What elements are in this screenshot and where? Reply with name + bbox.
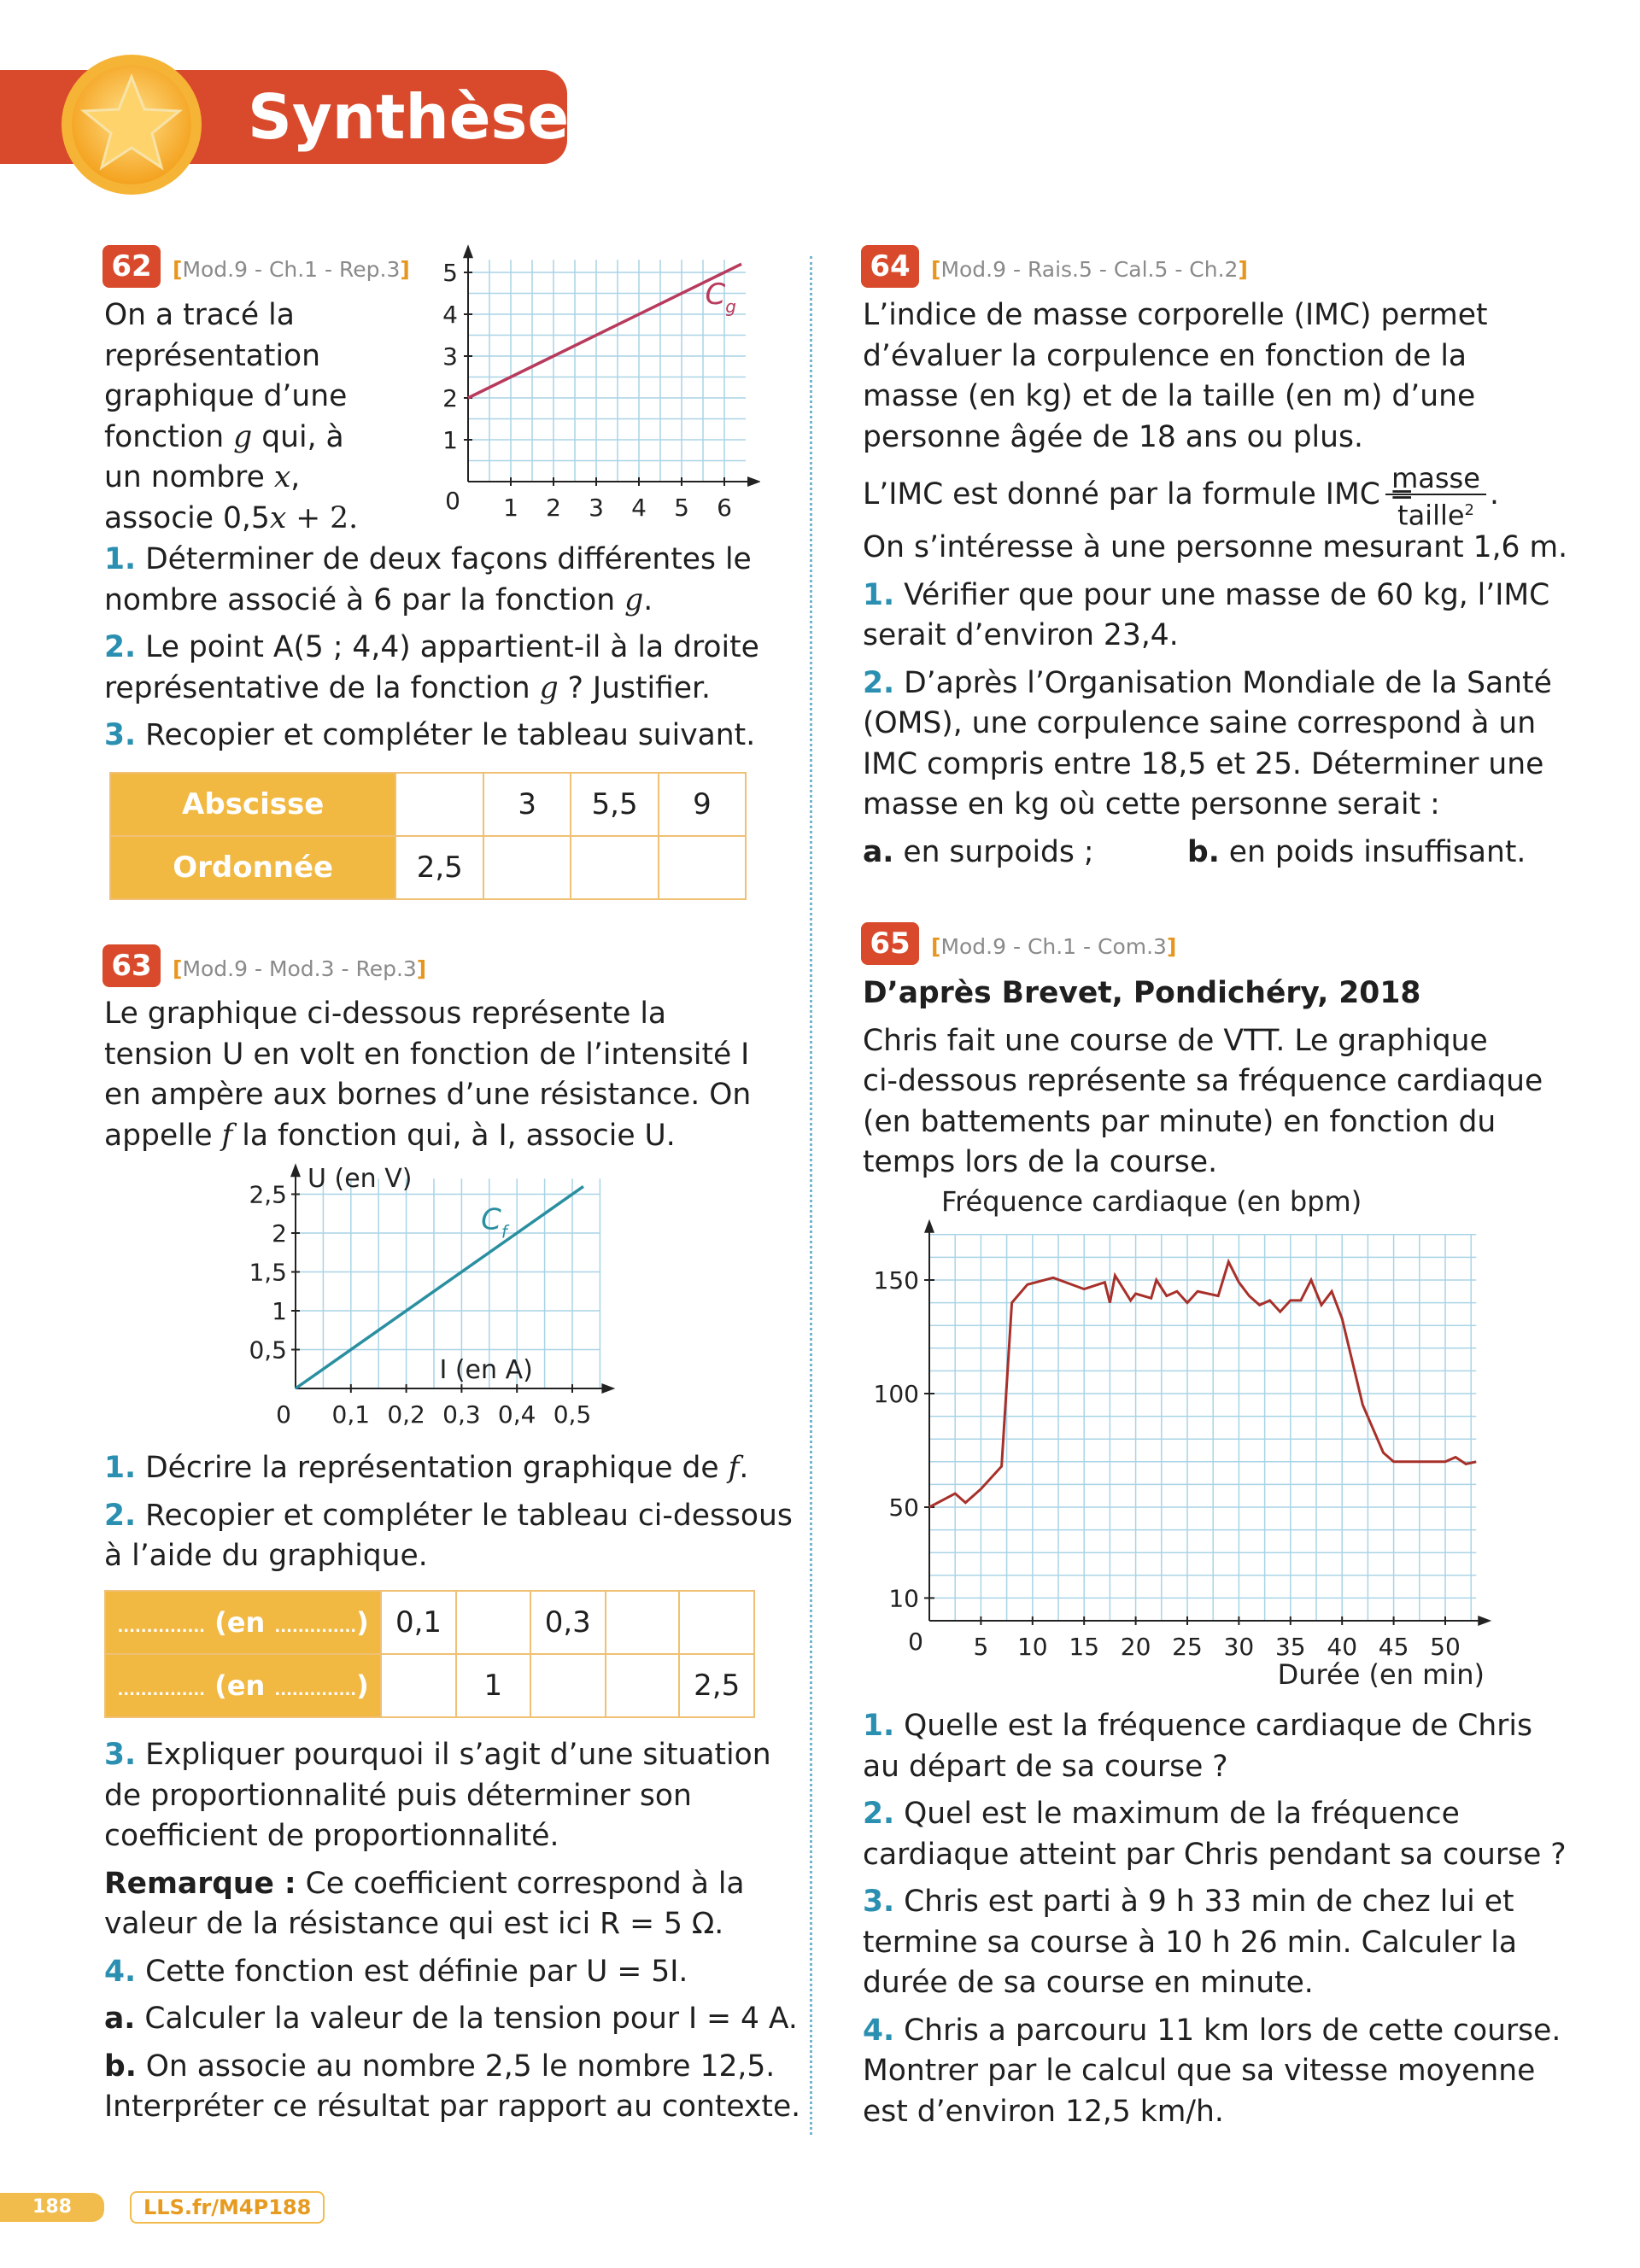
x-tick-label: 50 [1430,1633,1461,1661]
table-cell [381,1654,456,1717]
x-tick-label: 0,5 [553,1400,592,1429]
question-4: 4. Chris a parcouru 11 km lors de cette course. [863,2013,1561,2048]
question-3: 3. Chris est parti à 9 h 33 min de chez lui et [863,1885,1514,1919]
question-2-parts [863,833,1614,874]
y-axis-arrow [290,1163,301,1177]
question-2: 2. Quel est le maximum de la fréquence [863,1797,1460,1831]
question-4a: a. Calculer la valeur de la tension pour I = 4 A. [104,2002,798,2036]
table-cell: 1 [456,1654,530,1717]
exercise-number-badge: 63 [102,944,161,987]
x-tick-label: 1 [503,494,518,522]
text-line: On s’intéresse à une personne mesurant 1,6 m. [863,530,1568,564]
table-cell: 0,3 [530,1591,606,1654]
y-axis-label: U (en V) [308,1164,413,1194]
text-line: ci-dessous représente sa fréquence cardiaque [863,1064,1543,1098]
origin-label: 0 [908,1628,923,1656]
exercise-65-intro [863,973,1614,1184]
exercise-source: D’après Brevet, Pondichéry, 2018 [863,976,1421,1010]
table-cell [679,1591,754,1654]
text-line: graphique d’une [104,379,348,413]
question-2: 2. Le point A(5 ; 4,4) appartient-il à la droite [104,630,759,664]
table-cell [530,1654,606,1717]
question-1: 1. Décrire la représentation graphique de f. [104,1451,749,1485]
text-line: cardiaque atteint par Chris pendant sa course ? [863,1837,1567,1872]
table-ex62 [109,772,747,900]
text-line: nombre associé à 6 par la fonction g. [104,582,653,617]
exercise-number-badge: 64 [861,245,919,288]
question-4b: b. On associe au nombre 2,5 le nombre 12,5. [104,2049,776,2084]
x-tick-label: 6 [717,494,732,522]
chart-function-f [239,1161,615,1435]
text-line: tension U en volt en fonction de l’intensité I [104,1037,750,1072]
x-axis-label: Durée (en min) [1277,1658,1485,1691]
table-cell [571,836,659,899]
table-ex63 [104,1590,755,1718]
question-1: 1. Vérifier que pour une masse de 60 kg, l’IMC [863,577,1550,612]
table-cell: 0,1 [381,1591,456,1654]
y-tick-label: 2 [272,1219,287,1248]
x-tick-label: 2 [546,494,561,522]
text-line: masse en kg où cette personne serait : [863,787,1440,821]
y-axis-arrow [924,1219,934,1233]
x-tick-label: 25 [1172,1633,1203,1661]
text-line: Le graphique ci-dessous représente la [104,997,667,1031]
text-line: au départ de sa course ? [863,1749,1228,1784]
exercise-63-questions-b [104,1735,805,2128]
text-line: un nombre x, [104,460,301,494]
exercise-reference: [Mod.9 - Ch.1 - Com.3] [931,934,1177,959]
text-line: IMC compris entre 18,5 et 25. Déterminer une [863,746,1544,781]
text-line: coefficient de proportionnalité. [104,1819,559,1853]
text-line: L’IMC est donné par la formule IMC = [863,477,1414,511]
x-axis-arrow [1478,1616,1491,1626]
resource-link[interactable]: LLS.fr/M4P188 [130,2191,325,2224]
origin-label: 0 [276,1400,291,1429]
y-axis-label: Fréquence cardiaque (en bpm) [941,1185,1362,1218]
exercise-reference: [Mod.9 - Mod.3 - Rep.3] [173,956,427,981]
x-axis-label: I (en A) [439,1355,533,1385]
exercise-65-questions [863,1706,1631,2132]
x-tick-label: 5 [973,1633,989,1661]
x-tick-label: 5 [674,494,689,522]
text-line: Chris fait une course de VTT. Le graphique [863,1023,1488,1058]
y-tick-label: 0,5 [249,1336,287,1365]
x-tick-label: 20 [1120,1633,1151,1661]
x-tick-label: 0,2 [387,1400,425,1429]
exercise-reference: [Mod.9 - Ch.1 - Rep.3] [173,257,410,282]
x-tick-label: 45 [1378,1633,1409,1661]
text-line: Interpréter ce résultat par rapport au contexte. [104,2090,801,2124]
text-line: (OMS), une corpulence saine correspond à un [863,706,1537,740]
text-line: associe 0,5x + 2. [104,500,359,535]
table-cell: 2,5 [679,1654,754,1717]
text-line: durée de sa course en minute. [863,1966,1314,2000]
y-tick-label: 1 [272,1297,287,1325]
text-line: de proportionnalité puis déterminer son [104,1778,692,1813]
table-cell: 2,5 [395,836,483,899]
y-tick-label: 2,5 [249,1180,287,1209]
question-3: 3. Expliquer pourquoi il s’agit d’une situation [104,1738,771,1772]
column-divider [810,256,812,2135]
x-axis-arrow [747,476,760,487]
text-line: est d’environ 12,5 km/h. [863,2094,1224,2129]
y-tick-label: 3 [442,342,458,371]
table-cell: 9 [659,773,746,836]
chart-function-g [427,244,760,526]
question-1: 1. Déterminer de deux façons différentes le [104,542,752,576]
exercise-63-questions-a [104,1448,796,1577]
text-line: masse (en kg) et de la taille (en m) d’une [863,379,1476,413]
remark: Remarque : Ce coefficient correspond à la [104,1866,745,1901]
chart-heart-rate [863,1182,1512,1694]
x-tick-label: 3 [589,494,604,522]
text-line: On a tracé la [104,298,295,332]
x-tick-label: 0,4 [497,1400,536,1429]
text-line: (en battements par minute) en fonction du [863,1104,1496,1139]
table-cell [483,836,571,899]
x-axis-arrow [601,1383,615,1394]
y-tick-label: 4 [442,301,458,329]
text-line: serait d’environ 23,4. [863,618,1179,652]
y-axis-arrow [463,244,473,258]
text-line: représentative de la fonction g ? Justifier. [104,670,712,705]
page-title: Synthèse [248,81,570,153]
table-cell [456,1591,530,1654]
x-tick-label: 30 [1223,1633,1255,1661]
series-label: $C_f$ [481,1202,507,1242]
formula-denominator: taille$^2$ [1397,499,1474,532]
text-line: personne âgée de 18 ans ou plus. [863,419,1363,454]
y-tick-label: 10 [888,1584,919,1613]
y-tick-label: 150 [873,1266,919,1295]
text-line: Montrer par le calcul que sa vitesse moyenne [863,2054,1536,2088]
text-line: représentation [104,338,321,373]
x-tick-label: 15 [1069,1633,1100,1661]
question-3: 3. Recopier et compléter le tableau suivant. [104,718,756,752]
table-row [110,773,746,836]
table-header-cell: ............... (en ..............) [105,1654,381,1717]
x-tick-label: 10 [1016,1633,1048,1661]
page-number: 188 [0,2193,104,2222]
table-cell: 3 [483,773,571,836]
exercise-62-intro [104,295,463,539]
exercise-number-badge: 62 [102,245,161,288]
star-icon [60,53,203,196]
y-tick-label: 100 [873,1380,919,1408]
x-tick-label: 4 [631,494,647,522]
y-tick-label: 1,5 [249,1258,287,1287]
x-tick-label: 0,1 [331,1400,371,1429]
x-tick-label: 40 [1327,1633,1358,1661]
series-line-g [468,264,741,398]
question-2: 2. D’après l’Organisation Mondiale de la Santé [863,665,1552,700]
formula-numerator: masse [1391,462,1480,494]
exercise-62-questions [104,540,788,757]
text-line: appelle f la fonction qui, à I, associe U. [104,1118,676,1153]
table-header-cell: Ordonnée [110,836,395,899]
text-line: termine sa course à 10 h 26 min. Calculer la [863,1925,1517,1960]
origin-label: 0 [445,487,460,515]
table-header-cell: Abscisse [110,773,395,836]
exercise-64-text [863,295,1614,873]
question-4: 4. Cette fonction est définie par U = 5I. [104,1954,688,1989]
table-header-cell: ............... (en ..............) [105,1591,381,1654]
question-2: 2. Recopier et compléter le tableau ci-dessous [104,1498,793,1533]
exercise-reference: [Mod.9 - Rais.5 - Cal.5 - Ch.2] [931,257,1248,282]
imc-formula: L’IMC est donné par la formule IMC = masse taille$^2$ . [863,462,1499,532]
table-cell [659,836,746,899]
exercise-63-intro [104,994,796,1156]
table-cell [606,1654,680,1717]
x-tick-label: 35 [1274,1633,1306,1661]
table-row [105,1654,754,1717]
text-line: à l’aide du graphique. [104,1539,428,1573]
table-cell [606,1591,680,1654]
table-row [105,1591,754,1654]
text-line: fonction g qui, à [104,419,344,454]
table-row [110,836,746,899]
question-1: 1. Quelle est la fréquence cardiaque de Chris [863,1709,1532,1743]
question-2b: b. en poids insuffisant. [1187,834,1526,869]
text-line: d’évaluer la corpulence en fonction de la [863,338,1467,373]
y-tick-label: 2 [442,384,458,412]
y-tick-label: 1 [442,426,458,454]
text-line: en ampère aux bornes d’une résistance. On [104,1078,752,1112]
x-tick-label: 0,3 [442,1400,481,1429]
series-label: $C_g$ [705,277,736,317]
text-line: valeur de la résistance qui est ici R = 5 Ω. [104,1907,724,1941]
y-tick-label: 50 [888,1493,919,1522]
table-cell: 5,5 [571,773,659,836]
exercise-number-badge: 65 [861,922,919,965]
y-tick-label: 5 [442,259,458,287]
question-2a: a. en surpoids ; [863,834,1094,869]
text-line: temps lors de la course. [863,1145,1218,1179]
table-cell [395,773,483,836]
text-line: L’indice de masse corporelle (IMC) permet [863,298,1488,332]
